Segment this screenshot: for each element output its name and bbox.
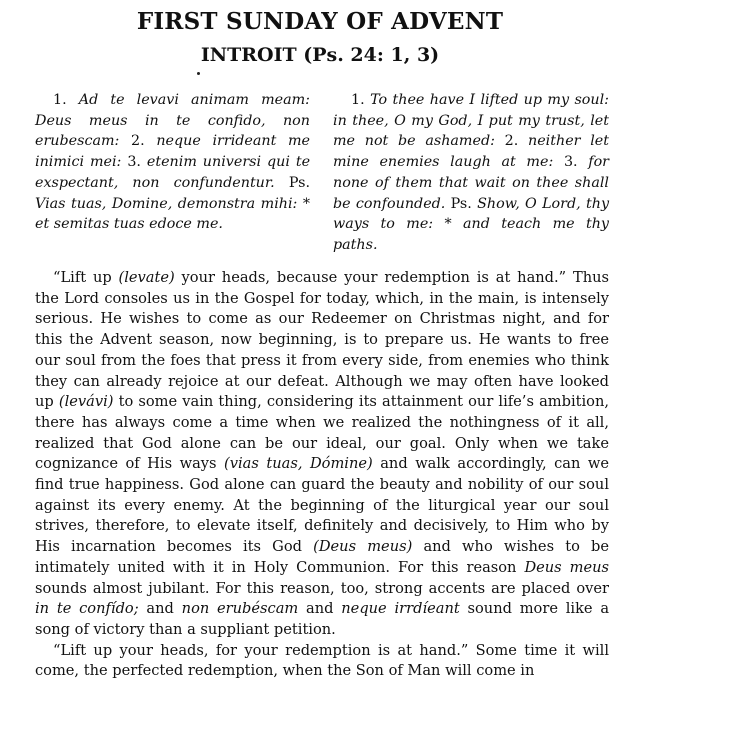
- commentary-paragraph-2: “Lift up your heads, for your redemption is at hand.” Some time it will come, the perfected redemption, when the Son of Man will come in: [35, 641, 609, 680]
- latin-term: non erubéscam: [181, 600, 299, 618]
- english-psalm-verse: Show, O Lord, thy ways to me: * and teach me thy paths.: [333, 195, 610, 253]
- introit-psalm-reference: (Ps. 24: 1, 3): [303, 44, 440, 66]
- text-run: sounds almost jubilant. For this reason, too, strong accents are placed over: [35, 579, 609, 597]
- latin-term: neque irrdíeant: [341, 600, 460, 618]
- introit-heading: [0, 44, 640, 66]
- psalm-marker: Ps.: [288, 174, 310, 191]
- text-run: and walk accordingly, can we find true happiness. God alone can guard the beauty and nobility of our soul against its every enemy. At the beginning of the liturgical year our soul strives, therefore, to elevate itself, definitely and decisively, to Him who by His incarnation becomes its God: [35, 455, 610, 556]
- latin-term: (levávi): [58, 393, 114, 411]
- english-introit-text: [333, 90, 609, 256]
- page-title: FIRST SUNDAY OF ADVENT: [136, 8, 504, 35]
- verse-number: 3.: [127, 154, 141, 171]
- text-run: to some vain thing, considering its attainment our life’s ambition, there has always come a time when we realized the nothingness of it all, realized that God alone can be our ideal, our goal. Only when we take cognizance of His ways: [35, 393, 609, 473]
- text-run: sound more like a song of victory than a suppliant petition.: [35, 600, 610, 638]
- verse-number: 2.: [131, 133, 145, 150]
- psalm-marker: Ps.: [450, 195, 472, 212]
- latin-verse-1: Ad te levavi animam meam: Deus meus in te confido, non erubescam:: [35, 92, 310, 150]
- commentary-body: [35, 268, 609, 682]
- ink-dot: [197, 72, 200, 75]
- verse-number: 1.: [351, 92, 365, 108]
- verse-number: 2.: [504, 133, 519, 150]
- english-verse-1: To thee have I lifted up my soul: in thee, O my God, I put my trust, let me not be ashamed:: [333, 92, 610, 150]
- commentary-paragraph-1: [35, 268, 609, 641]
- text-run: and: [306, 600, 334, 618]
- latin-verse-2: neque irrideant me inimici mei:: [35, 133, 311, 171]
- latin-term: Deus meus: [524, 558, 609, 576]
- text-run: and: [146, 600, 174, 618]
- verse-number: 3.: [563, 154, 578, 171]
- introit-label: INTROIT: [200, 44, 297, 66]
- latin-term: (vias tuas, Dómine): [224, 455, 373, 473]
- english-verse-3: for none of them that wait on thee shall be confounded.: [333, 154, 610, 212]
- verse-number: 1.: [53, 92, 67, 108]
- latin-psalm-verse: Vias tuas, Domine, demonstra mihi: * et semitas tuas edoce me.: [35, 195, 310, 233]
- latin-term: (levate): [118, 269, 175, 286]
- latin-term: (Deus meus): [313, 538, 413, 556]
- text-run: and who wishes to be intimately united with it in Holy Communion. For this reason: [35, 538, 610, 576]
- latin-term: in te confído;: [35, 600, 139, 618]
- text-run: “Lift up: [53, 269, 112, 286]
- text-run: your heads, because your redemption is at hand.” Thus the Lord consoles us in the Gospel for today, which, in the main, is intensely serious. He wishes to come as our Redeemer on Christmas night, and for this the Advent season, now beginning, is to prepare us. He wants to free our soul from the foes that press it from every side, from enemies who think they can already rejoice at our defeat. Although we may often have looked up: [35, 269, 609, 411]
- english-verse-2: neither let mine enemies laugh at me:: [333, 133, 609, 171]
- latin-introit-text: [35, 90, 310, 235]
- latin-verse-3: etenim universi qui te exspectant, non confundentur.: [35, 154, 311, 191]
